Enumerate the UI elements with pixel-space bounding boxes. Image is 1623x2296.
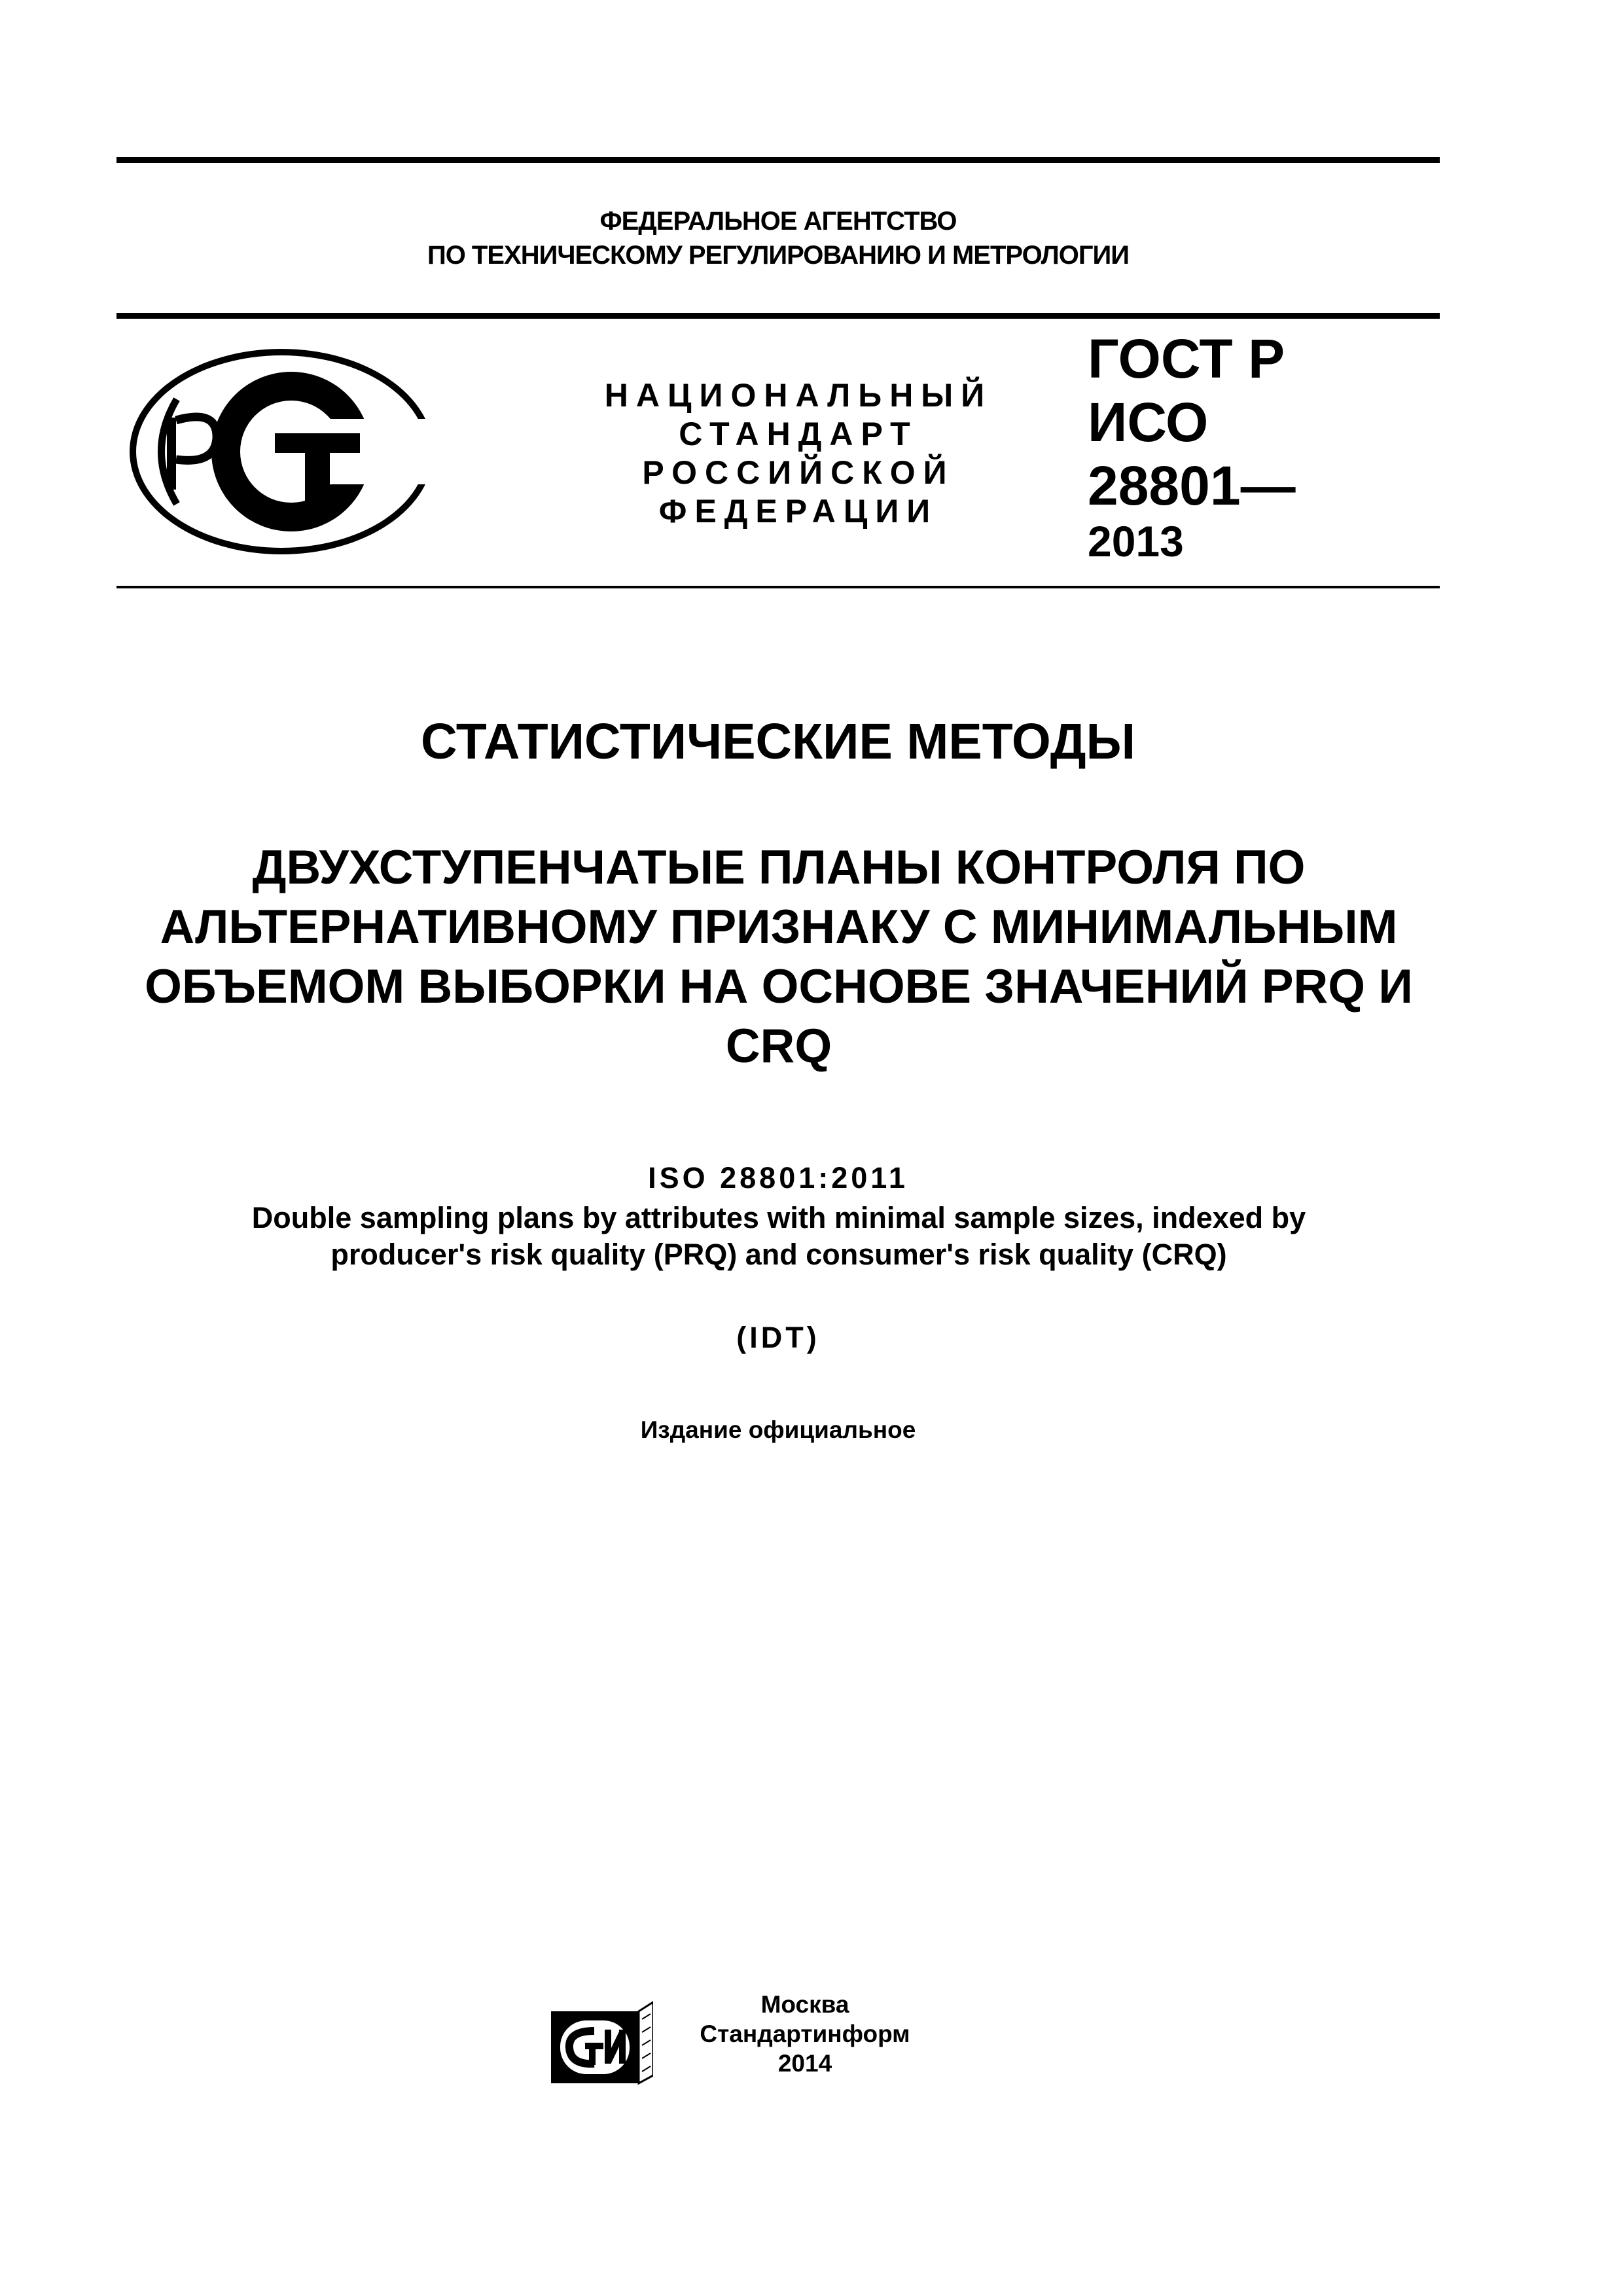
top-rule: [116, 157, 1440, 163]
designation-line-1: ГОСТ Р: [1088, 328, 1285, 389]
standartinform-logo-icon: [548, 2000, 653, 2086]
subtitle-line-3: ОБЪЕМОМ ВЫБОРКИ НА ОСНОВЕ ЗНАЧЕНИЙ PRQ И: [145, 960, 1413, 1013]
document-subtitle: [85, 838, 1472, 1076]
publisher-name: Стандартинформ: [700, 2020, 910, 2047]
iso-title-line-1: Double sampling plans by attributes with minimal sample sizes, indexed by: [251, 1201, 1306, 1234]
agency-name: [116, 204, 1440, 272]
standard-designation: [1088, 327, 1296, 567]
publisher-block: [681, 1990, 929, 2078]
iso-title-line-2: producer's risk quality (PRQ) and consumer's risk quality (CRQ): [330, 1238, 1227, 1271]
agency-line-2: ПО ТЕХНИЧЕСКОМУ РЕГУЛИРОВАНИЮ И МЕТРОЛОГИИ: [427, 241, 1130, 270]
middle-rule: [116, 313, 1440, 319]
publisher-year: 2014: [777, 2050, 832, 2077]
iso-title: [85, 1200, 1472, 1273]
subtitle-line-4: CRQ: [725, 1020, 832, 1073]
rst-emblem-icon: [128, 347, 435, 556]
publisher-city: Москва: [760, 1991, 849, 2018]
national-line-1: НАЦИОНАЛЬНЫЙ: [604, 377, 993, 414]
designation-year: 2013: [1088, 517, 1184, 565]
designation-line-3: 28801—: [1088, 455, 1296, 516]
agency-line-1: ФЕДЕРАЛЬНОЕ АГЕНТСТВО: [599, 207, 957, 236]
iso-number: ISO 28801:2011: [648, 1161, 908, 1194]
national-line-2: СТАНДАРТ: [679, 416, 918, 452]
designation-line-2: ИСО: [1088, 391, 1209, 453]
national-line-3: РОССИЙСКОЙ: [642, 454, 955, 491]
national-line-4: ФЕДЕРАЦИИ: [658, 493, 938, 529]
document-title: СТАТИСТИЧЕСКИЕ МЕТОДЫ: [421, 713, 1135, 770]
national-standard-label: [497, 376, 1099, 531]
equivalence-degree: (IDT): [736, 1321, 820, 1354]
edition-label: Издание официальное: [640, 1416, 916, 1443]
subtitle-line-1: ДВУХСТУПЕНЧАТЫЕ ПЛАНЫ КОНТРОЛЯ ПО: [252, 841, 1306, 894]
subtitle-line-2: АЛЬТЕРНАТИВНОМУ ПРИЗНАКУ С МИНИМАЛЬНЫМ: [160, 901, 1398, 954]
bottom-rule: [116, 586, 1440, 588]
